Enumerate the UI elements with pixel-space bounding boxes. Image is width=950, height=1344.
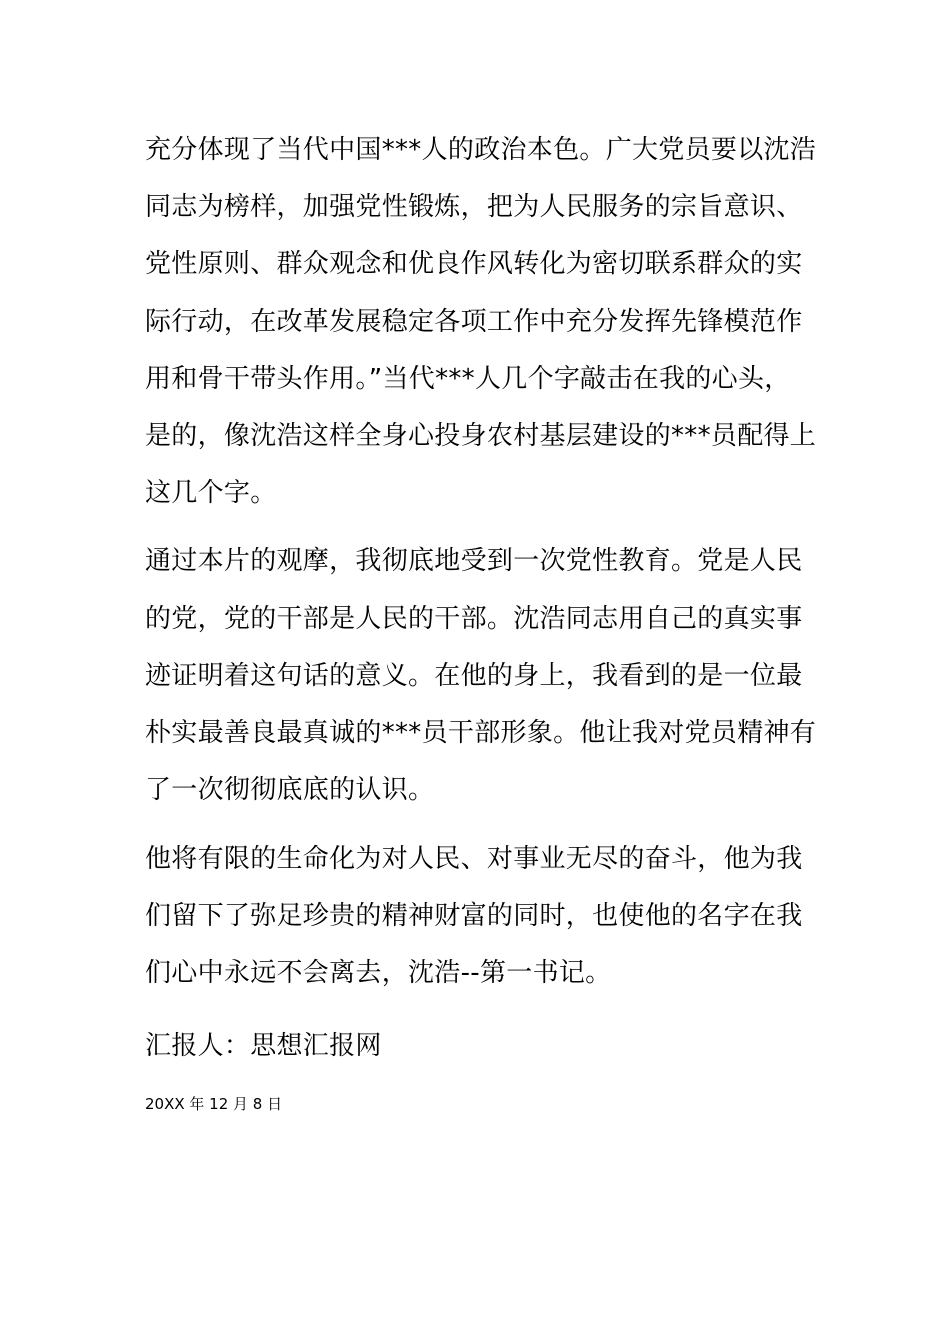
paragraph-1-line-1: 充分体现了当代中国***人的政治本色。广大党员要以沈浩 [145, 135, 817, 165]
paragraph-2-line-4: 朴实最善良最真诚的***员干部形象。他让我对党员精神有 [145, 718, 817, 748]
paragraph-3-line-1: 他将有限的生命化为对人民、对事业无尽的奋斗，他为我 [145, 844, 803, 874]
paragraph-1-line-7: 这几个字。 [145, 478, 277, 508]
paragraph-1-line-6: 是的，像沈浩这样全身心投身农村基层建设的***员配得上 [145, 421, 817, 451]
paragraph-3-line-3: 们心中永远不会离去，沈浩--第一书记。 [145, 958, 612, 988]
reporter-line: 汇报人：思想汇报网 [145, 1031, 382, 1061]
paragraph-1-line-3: 党性原则、群众观念和优良作风转化为密切联系群众的实 [145, 249, 803, 279]
paragraph-2-line-1: 通过本片的观摩，我彻底地受到一次党性教育。党是人民 [145, 546, 803, 576]
paragraph-2-line-3: 迹证明着这句话的意义。在他的身上，我看到的是一位最 [145, 661, 803, 691]
paragraph-1-line-4: 际行动，在改革发展稳定各项工作中充分发挥先锋模范作 [145, 307, 803, 337]
paragraph-1-line-2: 同志为榜样，加强党性锻炼，把为人民服务的宗旨意识、 [145, 192, 803, 222]
paragraph-2-line-2: 的党，党的干部是人民的干部。沈浩同志用自己的真实事 [145, 604, 803, 634]
paragraph-2-line-5: 了一次彻彻底底的认识。 [145, 775, 435, 805]
paragraph-3-line-2: 们留下了弥足珍贵的精神财富的同时，也使他的名字在我 [145, 901, 803, 931]
date-line: 20XX 年 12 月 8 日 [145, 1095, 283, 1113]
paragraph-1-line-5: 用和骨干带头作用。”当代***人几个字敲击在我的心头， [145, 364, 791, 394]
